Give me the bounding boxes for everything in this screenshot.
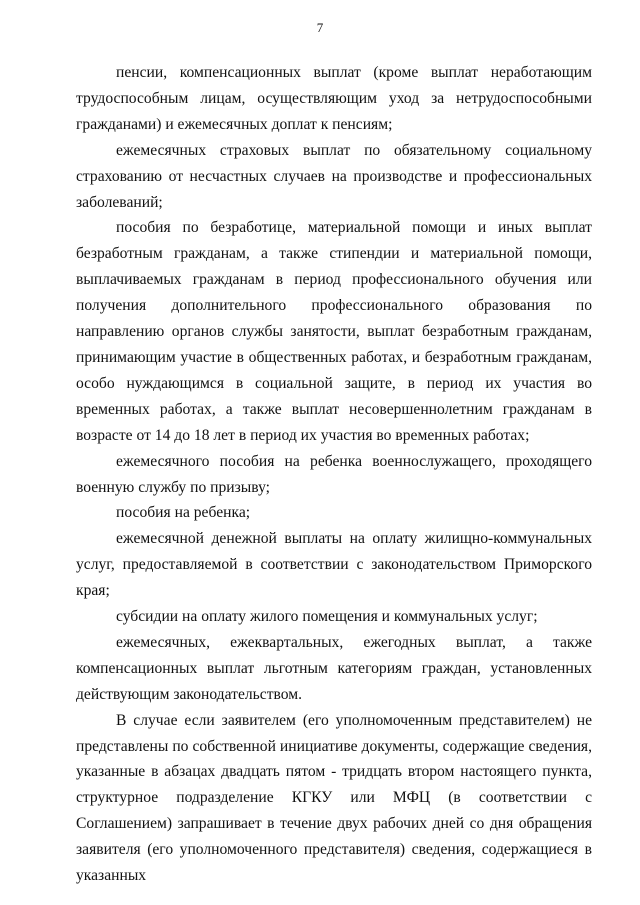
document-body	[76, 60, 592, 889]
page-number: 7	[316, 20, 324, 35]
paragraph-pensions: пенсии, компенсационных выплат (кроме выплат неработающим трудоспособным лицам, осуществляющим уход за нетрудоспособными гражданами) и ежемесячных доплат к пенсиям;	[76, 64, 592, 133]
paragraph-military-child-allowance: ежемесячного пособия на ребенка военнослужащего, проходящего военную службу по призыву;	[76, 452, 592, 496]
paragraph-periodic-payments: ежемесячных, ежеквартальных, ежегодных выплат, а также компенсационных выплат льготным категориям граждан, установленных действующим законодательством.	[76, 633, 592, 703]
paragraph-unemployment-benefits: пособия по безработице, материальной помощи и иных выплат безработным гражданам, а также стипендии и материальной помощи, выплачиваемых гражданам в период профессионального обучения или получения дополнительного профессионального образования по направлению органов службы занятости, выплат безработным гражданам, принимающим участие в общественных работах, и безработным гражданам, особо нуждающимся в социальной защите, в период их участия во временных работах, а также выплат несовершеннолетним гражданам в возрасте от 14 до 18 лет в период их участия во временных работах;	[76, 219, 592, 444]
paragraph-housing-subsidy: субсидии на оплату жилого помещения и коммунальных услуг;	[116, 608, 538, 626]
paragraph-insurance-payments: ежемесячных страховых выплат по обязательному социальному страхованию от несчастных случаев на производстве и профессиональных заболеваний;	[76, 141, 592, 211]
paragraph-request-procedure: В случае если заявителем (его уполномоченным представителем) не представлены по собственной инициативе документы, содержащие сведения, указанные в абзацах двадцать пятом - тридцать втором настоящего пункта, структурное подразделение КГКУ или МФЦ (в соответствии с Соглашением) запрашивает в течение двух рабочих дней со дня обращения заявителя (его уполномоченного представителя) сведения, содержащиеся в указанных	[76, 711, 592, 885]
paragraph-child-allowance: пособия на ребенка;	[116, 504, 251, 522]
paragraph-housing-payment: ежемесячной денежной выплаты на оплату жилищно-коммунальных услуг, предоставляемой в соответствии с законодательством Приморского края;	[76, 530, 592, 600]
